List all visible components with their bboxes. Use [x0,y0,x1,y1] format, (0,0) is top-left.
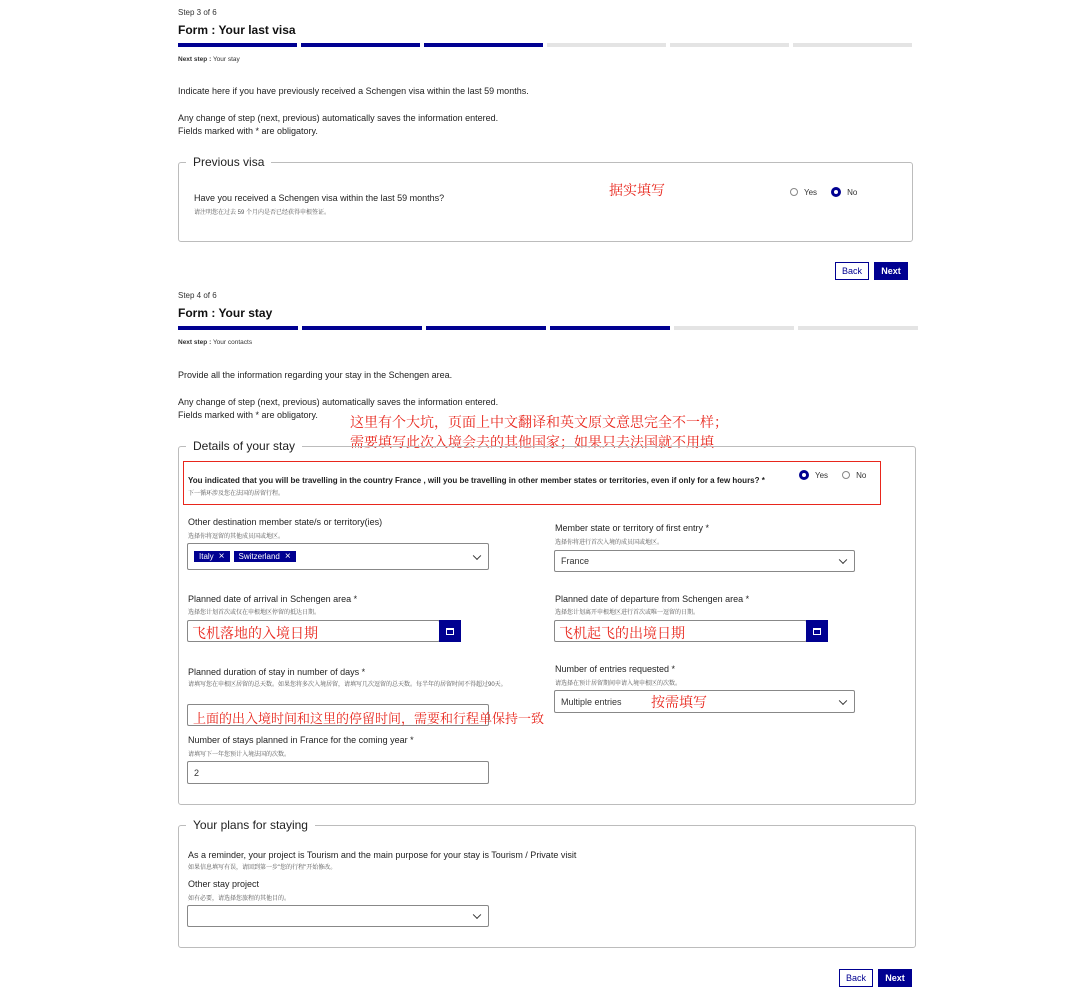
progress-segment [426,326,546,330]
stays-label: Number of stays planned in France for the coming year * [188,735,414,745]
annotation-translation-warning-1: 这里有个大坑，页面上中文翻译和英文原文意思完全不一样； [350,414,728,430]
step4-progress-bar [178,326,918,330]
radio-yes[interactable] [790,188,798,196]
step3-next-button[interactable]: Next [874,262,908,280]
duration-label-cn: 请填写您在申根区居留的总天数。如果您将多次入境居留，请填写几次逗留的总天数。每半年的居留时间不得超过90天。 [188,682,507,688]
step4-obligatory-note: Fields marked with * are obligatory. [178,410,318,420]
step4-intro: Provide all the information regarding your stay in the Schengen area. [178,370,453,380]
progress-segment [798,326,918,330]
arrival-calendar-button[interactable] [439,620,461,642]
radio-no-label: No [856,470,867,480]
travel-other-states-question-cn: 下一循环涉及您在法国的居留行程。 [188,491,285,497]
step3-progress-bar [178,43,912,47]
entries-label: Number of entries requested * [555,664,676,674]
radio-no-label: No [847,187,858,197]
radio-yes-label: Yes [815,470,829,480]
calendar-icon [446,628,454,635]
next-step-prefix: Next step : [178,56,212,63]
next-step-name: Your contacts [212,339,253,346]
plans-legend: Your plans for staying [186,818,315,832]
step3-obligatory-note: Fields marked with * are obligatory. [178,126,318,136]
other-destinations-label-cn: 选择你将逗留的其他成员国或地区。 [188,534,285,540]
step4-autosave-note: Any change of step (next, previous) automatically saves the information entered. [178,397,499,407]
tag-label: Italy [199,552,214,561]
stays-label-cn: 请填写下一年您预计入境法国的次数。 [188,752,291,758]
radio-no-selected[interactable] [831,187,841,197]
other-project-label-cn: 如有必要，请选择您旅程的其他目的。 [188,896,291,902]
travel-other-states-radio-group [799,470,866,480]
step4-label: Step 4 of 6 [178,291,217,300]
other-project-label: Other stay project [188,879,260,889]
step3-title: Form : Your last visa [178,23,296,37]
annotation-duration: 上面的出入境时间和这里的停留时间，需要和行程单保持一致 [193,711,545,726]
progress-segment [178,43,297,47]
stays-input[interactable] [187,761,489,784]
remove-tag-icon[interactable]: × [284,550,291,562]
other-project-select[interactable] [187,905,489,927]
first-entry-label-cn: 选择你将进行首次入境的成员国或地区。 [555,540,664,546]
progress-segment [674,326,794,330]
step3-intro: Indicate here if you have previously received a Schengen visa within the last 59 months. [178,86,529,96]
other-destinations-select[interactable] [187,543,489,570]
previous-visa-question: Have you received a Schengen visa within the last 59 months? [194,193,445,203]
previous-visa-radio-group [790,187,857,197]
tag-italy [194,551,230,562]
chevron-down-icon [839,696,847,704]
annotation-arrival-date: 飞机落地的入境日期 [192,625,318,641]
first-entry-value: France [561,556,590,566]
radio-no[interactable] [842,471,850,479]
calendar-icon [813,628,821,635]
remove-tag-icon[interactable]: × [218,550,225,562]
progress-segment [793,43,912,47]
chevron-down-icon [473,911,481,919]
previous-visa-legend: Previous visa [186,155,271,169]
plans-reminder-cn: 如果信息填写有误，请回到第一步"您的行程"开始修改。 [188,865,337,871]
previous-visa-question-cn: 请注明您在过去 59 个月内是否已经获得申根签证。 [194,210,331,216]
departure-date-label-cn: 选择您计划离开申根地区进行首次或唯一逗留的日期。 [555,610,700,616]
progress-segment [550,326,670,330]
departure-calendar-button[interactable] [806,620,828,642]
details-of-stay-legend: Details of your stay [186,439,302,453]
first-entry-label: Member state or territory of first entry * [555,523,710,533]
progress-segment [670,43,789,47]
arrival-date-label: Planned date of arrival in Schengen area * [188,594,358,604]
progress-segment [302,326,422,330]
travel-other-states-question: You indicated that you will be travelling in the country France , will you be travelling in other member states or territories, even if only for a few hours? * [188,476,765,485]
next-step-name: Your stay [212,56,240,63]
stays-value: 2 [194,767,200,778]
progress-segment [301,43,420,47]
annotation-departure-date: 飞机起飞的出境日期 [559,625,685,641]
step3-label: Step 3 of 6 [178,8,217,17]
step3-back-button[interactable]: Back [835,262,869,280]
duration-label: Planned duration of stay in number of days * [188,667,366,677]
step4-next-button[interactable]: Next [878,969,912,987]
chevron-down-icon [473,551,481,559]
step3-next-step [178,56,240,63]
progress-segment [178,326,298,330]
step3-autosave-note: Any change of step (next, previous) automatically saves the information entered. [178,113,499,123]
progress-segment [424,43,543,47]
plans-reminder: As a reminder, your project is Tourism and the main purpose for your stay is Tourism / Private visit [188,850,577,860]
annotation-translation-warning-2: 需要填写此次入境会去的其他国家；如果只去法国就不用填 [350,434,714,450]
annotation-fill-truthfully: 据实填写 [609,182,665,198]
radio-yes-selected[interactable] [799,470,809,480]
other-destinations-label: Other destination member state/s or territory(ies) [188,517,383,527]
step4-title: Form : Your stay [178,306,273,320]
departure-date-label: Planned date of departure from Schengen area * [555,594,750,604]
arrival-date-label-cn: 选择您计划首次或仅在申根地区停留的抵达日期。 [188,610,321,616]
annotation-entries: 按需填写 [651,694,707,710]
progress-segment [547,43,666,47]
tag-label: Switzerland [238,552,280,561]
chevron-down-icon [839,556,847,564]
entries-value: Multiple entries [561,696,622,707]
step4-next-step [178,339,252,346]
plans-fieldset [178,825,916,948]
tag-switzerland [234,551,296,562]
first-entry-select[interactable] [554,550,855,572]
step4-back-button[interactable]: Back [839,969,873,987]
radio-yes-label: Yes [804,187,818,197]
entries-label-cn: 请选择在预计居留期间申请入境申根区的次数。 [555,681,682,687]
next-step-prefix: Next step : [178,339,212,346]
